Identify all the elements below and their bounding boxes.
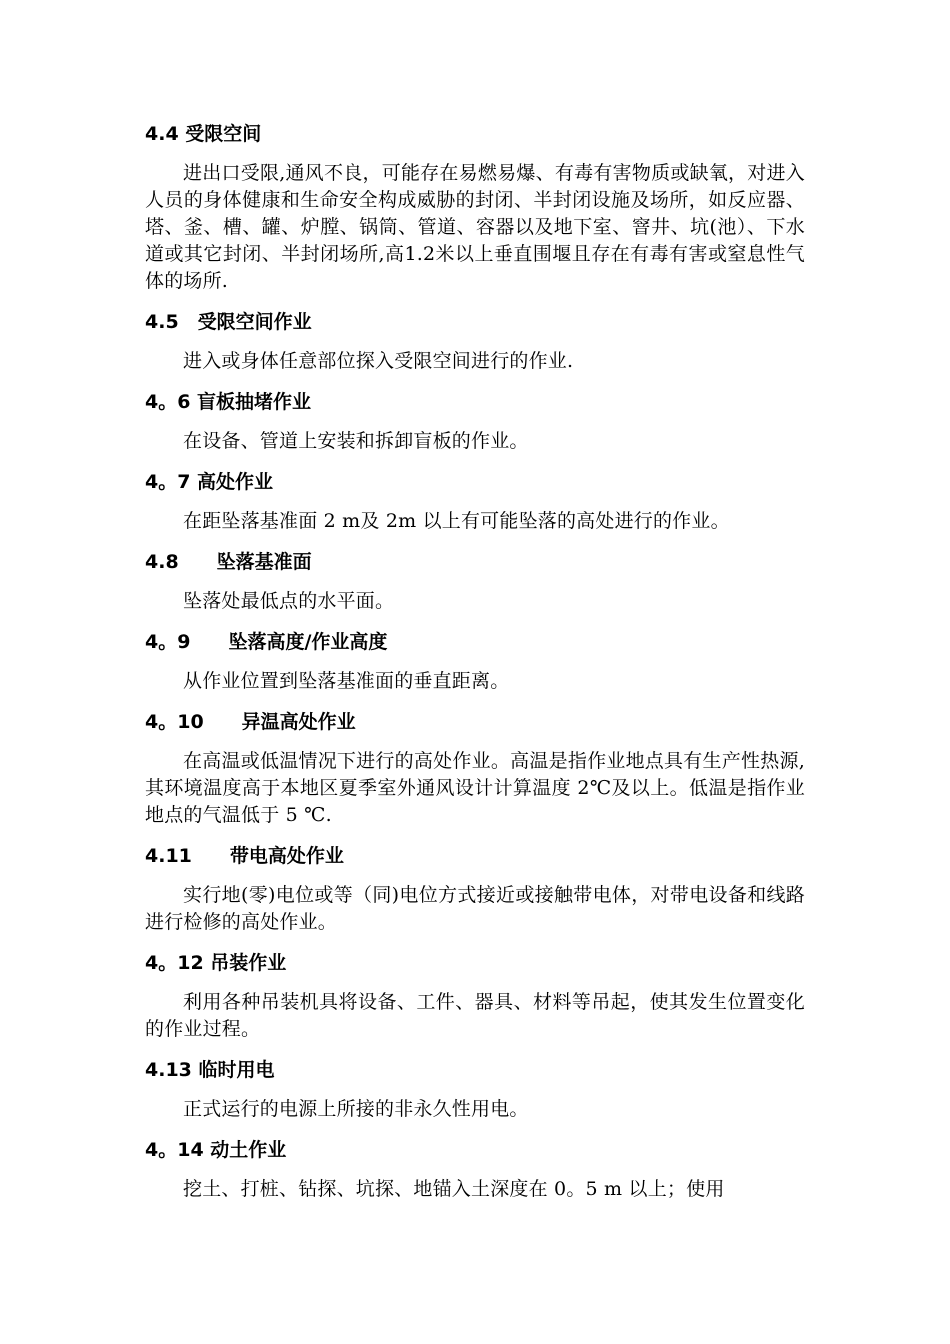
section-heading: 4。6 盲板抽堵作业 (145, 391, 312, 413)
section-heading: 4。10 异温高处作业 (145, 711, 356, 733)
section-4-13 (145, 1056, 805, 1123)
section-4-5 (145, 308, 805, 375)
section-4-10 (145, 708, 805, 829)
section-paragraph: 从作业位置到坠落基准面的垂直距离。 (183, 670, 510, 692)
section-paragraph: 利用各种吊装机具将设备、工件、器具、材料等吊起，使其发生位置变化的作业过程。 (145, 991, 805, 1040)
section-heading: 4.13 临时用电 (145, 1059, 275, 1081)
section-heading: 4.5 受限空间作业 (145, 311, 312, 333)
section-paragraph: 在高温或低温情况下进行的高处作业。高温是指作业地点具有生产性热源,其环境温度高于本地区夏季室外通风设计计算温度 2℃及以上。低温是指作业地点的气温低于 5 ℃. (145, 750, 805, 826)
section-4-8 (145, 548, 805, 615)
section-4-12 (145, 949, 805, 1043)
section-paragraph: 在设备、管道上安装和拆卸盲板的作业。 (183, 430, 529, 452)
section-heading: 4.4 受限空间 (145, 123, 262, 145)
section-4-6 (145, 388, 805, 455)
section-paragraph: 在距坠落基准面 2 m及 2m 以上有可能坠落的高处进行的作业。 (183, 510, 730, 532)
section-paragraph: 正式运行的电源上所接的非永久性用电。 (183, 1098, 529, 1120)
section-heading: 4。12 吊装作业 (145, 952, 287, 974)
section-paragraph: 进出口受限,通风不良，可能存在易燃易爆、有毒有害物质或缺氧，对进入人员的身体健康和生命安全构成威胁的封闭、半封闭设施及场所，如反应器、塔、釜、槽、罐、炉膛、锅筒、管道、容器以及地下室、窨井、坑(池）、下水道或其它封闭、半封闭场所,高1.2米以上垂直围堰且存在有毒有害或窒息性气体的场所. (145, 162, 805, 292)
section-heading: 4。9 坠落高度/作业高度 (145, 631, 388, 653)
section-heading: 4。7 高处作业 (145, 471, 274, 493)
document-content (145, 120, 805, 1216)
section-4-7 (145, 468, 805, 535)
section-heading: 4.8 坠落基准面 (145, 551, 312, 573)
section-paragraph: 进入或身体任意部位探入受限空间进行的作业. (183, 350, 574, 372)
section-paragraph: 实行地(零)电位或等（同)电位方式接近或接触带电体，对带电设备和线路进行检修的高处作业。 (145, 884, 805, 933)
section-heading: 4.11 带电高处作业 (145, 845, 344, 867)
section-paragraph: 坠落处最低点的水平面。 (183, 590, 395, 612)
section-heading: 4。14 动土作业 (145, 1139, 287, 1161)
section-4-11 (145, 842, 805, 936)
section-4-14 (145, 1136, 805, 1203)
section-4-9 (145, 628, 805, 695)
section-4-4 (145, 120, 805, 295)
section-paragraph: 挖土、打桩、钻探、坑探、地锚入土深度在 0。5 m 以上；使用 (183, 1178, 725, 1200)
